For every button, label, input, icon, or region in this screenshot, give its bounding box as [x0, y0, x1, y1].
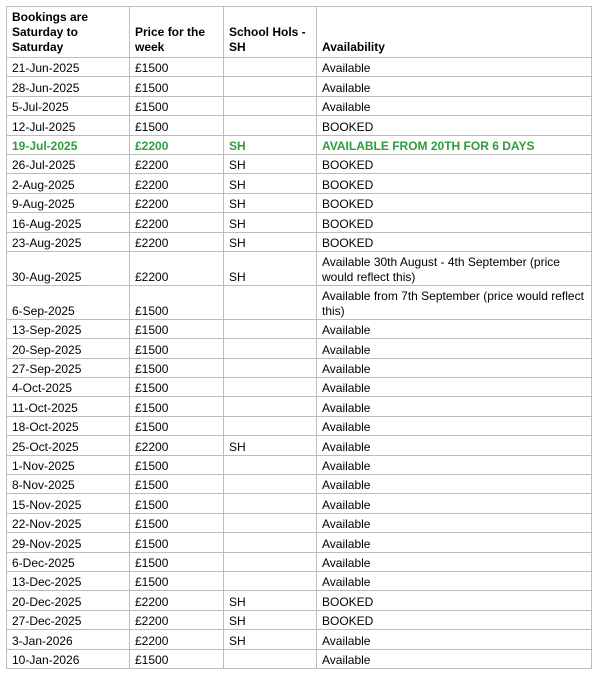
price-cell[interactable]: £1500 — [130, 58, 224, 77]
date-cell[interactable]: 8-Nov-2025 — [7, 475, 130, 494]
date-cell[interactable]: 26-Jul-2025 — [7, 154, 130, 173]
price-cell[interactable]: £1500 — [130, 285, 224, 319]
table-row — [7, 213, 592, 232]
date-cell[interactable]: 6-Sep-2025 — [7, 285, 130, 319]
bookings-table — [6, 6, 592, 669]
table-row — [7, 649, 592, 668]
availability-cell[interactable]: BOOKED — [317, 232, 592, 251]
availability-cell[interactable]: Available — [317, 58, 592, 77]
table-row — [7, 397, 592, 416]
table-row — [7, 610, 592, 629]
price-cell[interactable]: £2200 — [130, 610, 224, 629]
price-cell[interactable]: £1500 — [130, 339, 224, 358]
availability-cell[interactable]: BOOKED — [317, 174, 592, 193]
table-row — [7, 193, 592, 212]
price-cell[interactable]: £1500 — [130, 416, 224, 435]
school-hols-cell[interactable] — [224, 378, 317, 397]
school-hols-cell[interactable]: SH — [224, 154, 317, 173]
availability-cell[interactable]: Available — [317, 649, 592, 668]
availability-cell[interactable]: Available — [317, 552, 592, 571]
price-cell[interactable]: £2200 — [130, 251, 224, 285]
table-row — [7, 77, 592, 96]
school-hols-cell[interactable] — [224, 58, 317, 77]
date-cell[interactable]: 11-Oct-2025 — [7, 397, 130, 416]
table-row — [7, 591, 592, 610]
table-row — [7, 285, 592, 319]
price-cell[interactable]: £1500 — [130, 358, 224, 377]
table-row — [7, 436, 592, 455]
school-hols-cell[interactable] — [224, 285, 317, 319]
price-cell[interactable]: £1500 — [130, 552, 224, 571]
date-cell[interactable]: 21-Jun-2025 — [7, 58, 130, 77]
school-hols-cell[interactable]: SH — [224, 193, 317, 212]
price-cell[interactable]: £2200 — [130, 135, 224, 154]
date-cell[interactable]: 22-Nov-2025 — [7, 513, 130, 532]
table-row — [7, 513, 592, 532]
date-cell[interactable]: 27-Dec-2025 — [7, 610, 130, 629]
school-hols-cell[interactable] — [224, 116, 317, 135]
school-hols-cell[interactable] — [224, 533, 317, 552]
availability-cell[interactable]: Available — [317, 436, 592, 455]
price-cell[interactable]: £1500 — [130, 319, 224, 338]
price-cell[interactable]: £2200 — [130, 193, 224, 212]
availability-cell[interactable]: Available — [317, 319, 592, 338]
availability-cell[interactable]: Available — [317, 96, 592, 115]
school-hols-cell[interactable]: SH — [224, 436, 317, 455]
date-cell[interactable]: 27-Sep-2025 — [7, 358, 130, 377]
school-hols-cell[interactable]: SH — [224, 591, 317, 610]
availability-cell[interactable]: BOOKED — [317, 154, 592, 173]
date-cell[interactable]: 9-Aug-2025 — [7, 193, 130, 212]
header-row — [7, 7, 592, 58]
availability-cell[interactable]: Available — [317, 397, 592, 416]
price-cell[interactable]: £1500 — [130, 494, 224, 513]
school-hols-cell[interactable] — [224, 571, 317, 590]
availability-cell[interactable]: Available — [317, 77, 592, 96]
school-hols-cell[interactable]: SH — [224, 135, 317, 154]
availability-cell[interactable]: Available — [317, 378, 592, 397]
availability-cell[interactable]: Available — [317, 455, 592, 474]
table-row — [7, 630, 592, 649]
price-cell[interactable]: £1500 — [130, 378, 224, 397]
header-date[interactable]: Bookings are Saturday to Saturday — [7, 7, 130, 58]
date-cell[interactable]: 1-Nov-2025 — [7, 455, 130, 474]
price-cell[interactable]: £1500 — [130, 397, 224, 416]
table-row — [7, 135, 592, 154]
price-cell[interactable]: £1500 — [130, 96, 224, 115]
availability-cell[interactable]: Available 30th August - 4th September (price would reflect this) — [317, 251, 592, 285]
header-price[interactable]: Price for the week — [130, 7, 224, 58]
date-cell[interactable]: 19-Jul-2025 — [7, 135, 130, 154]
table-row — [7, 116, 592, 135]
school-hols-cell[interactable]: SH — [224, 251, 317, 285]
school-hols-cell[interactable] — [224, 358, 317, 377]
availability-cell[interactable]: Available — [317, 339, 592, 358]
availability-cell[interactable]: BOOKED — [317, 116, 592, 135]
availability-cell[interactable]: Available — [317, 630, 592, 649]
price-cell[interactable]: £2200 — [130, 630, 224, 649]
table-row — [7, 251, 592, 285]
date-cell[interactable]: 4-Oct-2025 — [7, 378, 130, 397]
school-hols-cell[interactable] — [224, 455, 317, 474]
table-row — [7, 232, 592, 251]
availability-cell[interactable]: Available — [317, 358, 592, 377]
table-row — [7, 552, 592, 571]
date-cell[interactable]: 16-Aug-2025 — [7, 213, 130, 232]
price-cell[interactable]: £2200 — [130, 591, 224, 610]
date-cell[interactable]: 12-Jul-2025 — [7, 116, 130, 135]
availability-cell[interactable]: Available from 7th September (price would reflect this) — [317, 285, 592, 319]
school-hols-cell[interactable] — [224, 475, 317, 494]
price-cell[interactable]: £2200 — [130, 154, 224, 173]
date-cell[interactable]: 23-Aug-2025 — [7, 232, 130, 251]
availability-cell[interactable]: BOOKED — [317, 213, 592, 232]
price-cell[interactable]: £2200 — [130, 174, 224, 193]
price-cell[interactable]: £1500 — [130, 455, 224, 474]
school-hols-cell[interactable]: SH — [224, 630, 317, 649]
date-cell[interactable]: 5-Jul-2025 — [7, 96, 130, 115]
date-cell[interactable]: 25-Oct-2025 — [7, 436, 130, 455]
table-row — [7, 455, 592, 474]
school-hols-cell[interactable] — [224, 649, 317, 668]
price-cell[interactable]: £1500 — [130, 475, 224, 494]
school-hols-cell[interactable]: SH — [224, 610, 317, 629]
school-hols-cell[interactable] — [224, 416, 317, 435]
date-cell[interactable]: 2-Aug-2025 — [7, 174, 130, 193]
table-row — [7, 96, 592, 115]
school-hols-cell[interactable] — [224, 513, 317, 532]
availability-cell[interactable]: Available — [317, 416, 592, 435]
price-cell[interactable]: £1500 — [130, 649, 224, 668]
school-hols-cell[interactable] — [224, 552, 317, 571]
availability-cell[interactable]: Available — [317, 571, 592, 590]
availability-cell[interactable]: Available — [317, 533, 592, 552]
table-row — [7, 154, 592, 173]
date-cell[interactable]: 15-Nov-2025 — [7, 494, 130, 513]
table-row — [7, 339, 592, 358]
date-cell[interactable]: 28-Jun-2025 — [7, 77, 130, 96]
table-row — [7, 571, 592, 590]
school-hols-cell[interactable] — [224, 339, 317, 358]
table-row — [7, 494, 592, 513]
date-cell[interactable]: 13-Dec-2025 — [7, 571, 130, 590]
school-hols-cell[interactable] — [224, 77, 317, 96]
price-cell[interactable]: £2200 — [130, 232, 224, 251]
availability-cell[interactable]: AVAILABLE FROM 20TH FOR 6 DAYS — [317, 135, 592, 154]
table-row — [7, 58, 592, 77]
header-availability[interactable]: Availability — [317, 7, 592, 58]
table-row — [7, 319, 592, 338]
date-cell[interactable]: 6-Dec-2025 — [7, 552, 130, 571]
price-cell[interactable]: £1500 — [130, 533, 224, 552]
availability-cell[interactable]: BOOKED — [317, 591, 592, 610]
table-row — [7, 358, 592, 377]
date-cell[interactable]: 13-Sep-2025 — [7, 319, 130, 338]
table-row — [7, 533, 592, 552]
availability-cell[interactable]: Available — [317, 513, 592, 532]
table-row — [7, 475, 592, 494]
date-cell[interactable]: 3-Jan-2026 — [7, 630, 130, 649]
date-cell[interactable]: 29-Nov-2025 — [7, 533, 130, 552]
table-row — [7, 174, 592, 193]
school-hols-cell[interactable]: SH — [224, 213, 317, 232]
date-cell[interactable]: 18-Oct-2025 — [7, 416, 130, 435]
availability-cell[interactable]: Available — [317, 475, 592, 494]
availability-cell[interactable]: Available — [317, 494, 592, 513]
date-cell[interactable]: 20-Dec-2025 — [7, 591, 130, 610]
price-cell[interactable]: £1500 — [130, 77, 224, 96]
date-cell[interactable]: 10-Jan-2026 — [7, 649, 130, 668]
school-hols-cell[interactable]: SH — [224, 174, 317, 193]
school-hols-cell[interactable] — [224, 494, 317, 513]
table-row — [7, 416, 592, 435]
table-row — [7, 378, 592, 397]
availability-cell[interactable]: BOOKED — [317, 610, 592, 629]
price-cell[interactable]: £1500 — [130, 116, 224, 135]
price-cell[interactable]: £1500 — [130, 571, 224, 590]
availability-cell[interactable]: BOOKED — [317, 193, 592, 212]
date-cell[interactable]: 20-Sep-2025 — [7, 339, 130, 358]
school-hols-cell[interactable]: SH — [224, 232, 317, 251]
header-school-hols[interactable]: School Hols - SH — [224, 7, 317, 58]
school-hols-cell[interactable] — [224, 96, 317, 115]
price-cell[interactable]: £2200 — [130, 436, 224, 455]
date-cell[interactable]: 30-Aug-2025 — [7, 251, 130, 285]
price-cell[interactable]: £1500 — [130, 513, 224, 532]
price-cell[interactable]: £2200 — [130, 213, 224, 232]
school-hols-cell[interactable] — [224, 319, 317, 338]
school-hols-cell[interactable] — [224, 397, 317, 416]
